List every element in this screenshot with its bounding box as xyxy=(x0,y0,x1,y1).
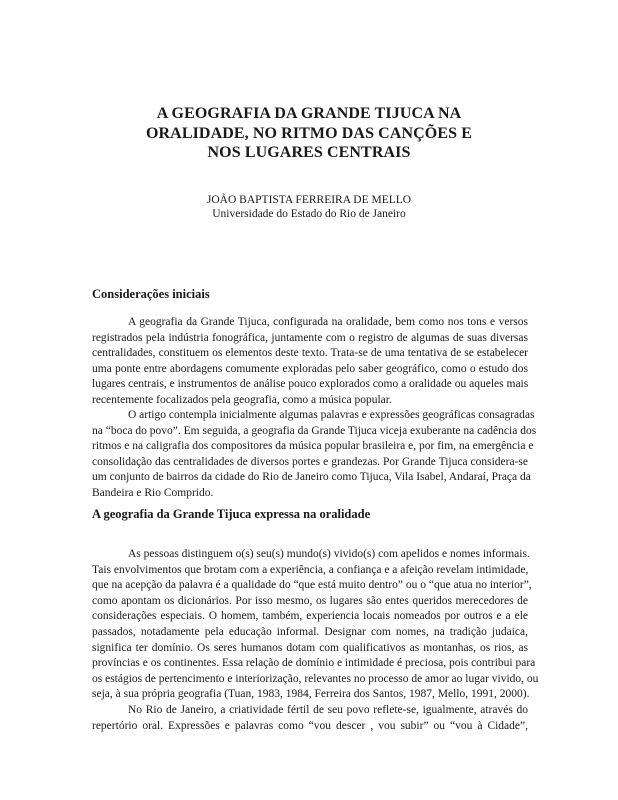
text-line: um conjunto de bairros da cidade do Rio de Janeiro como Tijuca, Vila Isabel, Andaraí, Praça da xyxy=(92,471,531,484)
text-line: na “boca do povo”. Em seguida, a geografia da Grande Tijuca viceja exuberante na cadência dos xyxy=(92,424,537,437)
text-line: A geografia da Grande Tijuca, configurada na oralidade, bem como nos tons e versos xyxy=(128,316,528,328)
title-line: A GEOGRAFIA DA GRANDE TIJUCA NA xyxy=(156,105,462,122)
author-affiliation: Universidade do Estado do Rio de Janeiro xyxy=(212,208,406,220)
text-line: significa ter domínio. Os seres humanos dotam com qualificativos as montanhas, os rios, as xyxy=(92,641,528,654)
section2-paragraph-1 xyxy=(92,547,539,703)
text-line: que na acepção da palavra é a qualidade do “que está muito dentro” ou o “que atua no interior”, xyxy=(92,579,532,592)
title-line: ORALIDADE, NO RITMO DAS CANÇÕES E xyxy=(145,124,472,142)
text-line: considerações especiais. O homem, também, experiencia locais nomeados por outros e a ele xyxy=(92,610,528,623)
text-line: Tais envolvimentos que brotam com a experiência, a confiança e a afeição revelam intimidade, xyxy=(92,563,529,576)
text-line: os estágios de pertencimento e interiorização, relevantes no processo de amor ao lugar vivido, ou xyxy=(92,672,539,685)
section1-paragraph-2 xyxy=(92,408,537,502)
text-line: registrados pela indústria fonográfica, juntamente com o registro de algumas de suas diversas xyxy=(92,331,528,344)
text-line: consolidação das centralidades de diversos portes e grandezas. Por Grande Tijuca considera-se xyxy=(92,455,528,468)
text-line: ritmos e na caligrafia dos compositores da música popular brasileira e, por fim, na emergência e xyxy=(92,440,534,453)
text-line: como apontam os dicionários. Por isso mesmo, os lugares são entes queridos merecedores de xyxy=(92,594,528,607)
text-line: recentemente focalizados pela geografia, como a música popular. xyxy=(92,393,392,406)
text-line: centralidades, constituem os elementos deste texto. Trata-se de uma tentativa de se estabelecer xyxy=(92,347,528,360)
text-line: As pessoas distinguem o(s) seu(s) mundo(s) vivido(s) com apelidos e nomes informais. xyxy=(128,548,530,560)
text-line: repertório oral. Expressões e palavras como “vou descer , vou subir” ou “vou à Cidade”, xyxy=(92,719,528,732)
text-line: O artigo contempla inicialmente algumas palavras e expressões geográficas consagradas xyxy=(128,409,535,421)
section1-paragraph-1 xyxy=(92,315,528,409)
section-heading-consideracoes: Considerações iniciais xyxy=(92,287,210,301)
text-line: lugares centrais, e instrumentos de análise pouco explorados como a oralidade ou aqueles mais xyxy=(92,378,529,391)
text-line: seja, à sua própria geografia (Tuan, 1983, 1984, Ferreira dos Santos, 1987, Mello, 1991, 2000). xyxy=(92,688,530,701)
text-line: Bandeira e Rio Comprido. xyxy=(92,486,214,499)
title-line: NOS LUGARES CENTRAIS xyxy=(207,144,411,161)
section-heading-oralidade: A geografia da Grande Tijuca expressa na oralidade xyxy=(92,507,371,521)
text-line: uma ponte entre abordagens comumente exploradas pelo saber geográfico, como o estudo dos xyxy=(92,362,528,375)
text-line: passados, notadamente pela educação informal. Designar com nomes, na tradição judaica, xyxy=(92,625,528,638)
text-line: No Rio de Janeiro, a criatividade fértil de seu povo reflete-se, igualmente, através do xyxy=(128,704,528,716)
paper-title xyxy=(60,104,558,163)
author-name: JOÃO BAPTISTA FERREIRA DE MELLO xyxy=(206,194,412,206)
text-line: províncias e os continentes. Essa relação de domínio e intimidade é preciosa, pois contribui para xyxy=(92,657,536,670)
section2-paragraph-2 xyxy=(92,703,528,734)
